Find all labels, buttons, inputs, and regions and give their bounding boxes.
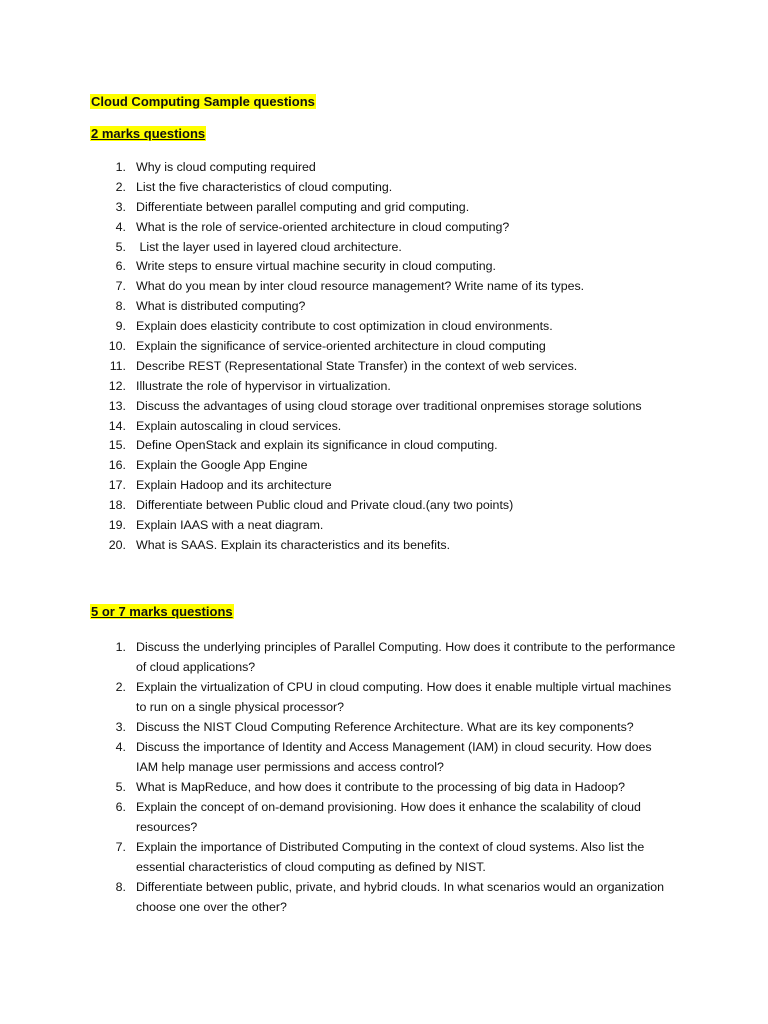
question-text: Explain the virtualization of CPU in cloud computing. How does it enable multiple virtual machines to run on a single physical processor?: [136, 680, 675, 714]
question-number: 3.: [115, 199, 126, 214]
question-item: [0, 677, 676, 717]
question-number: 5.: [115, 239, 126, 254]
question-item: [0, 777, 676, 797]
question-number: 16.: [108, 458, 126, 473]
question-text: What is distributed computing?: [136, 299, 306, 314]
question-number: 1.: [115, 160, 126, 174]
question-number: 7.: [115, 279, 126, 294]
question-item: [0, 318, 676, 338]
document-title-text: Cloud Computing Sample questions: [91, 94, 315, 109]
question-number: 10.: [108, 339, 126, 354]
question-number: 4.: [115, 740, 126, 754]
question-item: [0, 437, 676, 457]
question-text: What is SAAS. Explain its characteristics and its benefits.: [136, 537, 451, 552]
question-number: 1.: [115, 640, 126, 654]
question-text: Explain Hadoop and its architecture: [136, 478, 332, 493]
question-item: [0, 358, 676, 378]
question-text: What is MapReduce, and how does it contribute to the processing of big data in Hadoop?: [136, 780, 626, 794]
question-item: [0, 717, 676, 737]
question-text: Explain does elasticity contribute to cost optimization in cloud environments.: [136, 319, 553, 334]
question-item: [0, 258, 676, 278]
question-number: 9.: [115, 319, 126, 334]
question-text: Write steps to ensure virtual machine security in cloud computing.: [136, 259, 496, 274]
section-heading-text: 5 or 7 marks questions: [91, 604, 233, 619]
question-item: [0, 797, 676, 837]
question-text: Describe REST (Representational State Transfer) in the context of web services.: [136, 358, 578, 373]
question-item: [0, 877, 676, 917]
question-item: [0, 159, 676, 179]
question-item: [0, 418, 676, 438]
question-item: [0, 298, 676, 318]
question-item: [0, 239, 676, 259]
question-number: 18.: [108, 498, 126, 513]
question-text: Explain autoscaling in cloud services.: [136, 418, 342, 433]
question-text: What is the role of service-oriented architecture in cloud computing?: [136, 219, 510, 234]
question-text: Discuss the advantages of using cloud storage over traditional onpremises storage solutions: [136, 398, 642, 413]
question-number: 2.: [115, 680, 126, 694]
question-number: 6.: [115, 800, 126, 814]
question-text: Illustrate the role of hypervisor in virtualization.: [136, 378, 391, 393]
question-number: 6.: [115, 259, 126, 274]
question-text: Explain IAAS with a neat diagram.: [136, 518, 324, 533]
question-text: Discuss the NIST Cloud Computing Reference Architecture. What are its key components?: [136, 720, 634, 734]
question-text: Differentiate between parallel computing and grid computing.: [136, 199, 470, 214]
question-number: 5.: [115, 780, 126, 794]
question-number: 8.: [115, 880, 126, 894]
question-number: 19.: [108, 518, 126, 533]
question-number: 13.: [108, 398, 126, 413]
question-item: [0, 457, 676, 477]
question-number: 15.: [108, 438, 126, 453]
question-item: [0, 398, 676, 418]
question-item: [0, 338, 676, 358]
question-number: 8.: [115, 299, 126, 314]
question-text: What do you mean by inter cloud resource management? Write name of its types.: [136, 279, 585, 294]
question-item: [0, 517, 676, 537]
question-text: List the layer used in layered cloud architecture.: [136, 239, 402, 254]
section-heading-2-marks: [90, 125, 206, 142]
question-text: Define OpenStack and explain its significance in cloud computing.: [136, 438, 498, 453]
question-item: [0, 278, 676, 298]
question-item: [0, 537, 676, 557]
question-number: 7.: [115, 840, 126, 854]
question-text: Differentiate between public, private, and hybrid clouds. In what scenarios would an organization choose one over the other?: [136, 880, 668, 914]
question-item: [0, 219, 676, 239]
document-title: [90, 93, 316, 110]
question-number: 3.: [115, 720, 126, 734]
question-item: [0, 477, 676, 497]
question-item: [0, 378, 676, 398]
question-text: Explain the significance of service-oriented architecture in cloud computing: [136, 339, 546, 354]
question-item: [0, 497, 676, 517]
question-text: List the five characteristics of cloud computing.: [136, 179, 393, 194]
question-number: 11.: [109, 358, 126, 373]
question-number: 2.: [115, 179, 126, 194]
question-number: 12.: [108, 378, 126, 393]
question-text: Discuss the importance of Identity and Access Management (IAM) in cloud security. How does IAM help manage user permissions and access control?: [136, 740, 656, 774]
question-item: [0, 199, 676, 219]
two-marks-question-list: [0, 159, 676, 557]
question-text: Explain the concept of on-demand provisioning. How does it enhance the scalability of cloud resources?: [136, 800, 645, 834]
question-item: [0, 179, 676, 199]
question-number: 14.: [108, 418, 126, 433]
question-item: [0, 637, 679, 677]
question-text: Explain the importance of Distributed Computing in the context of cloud systems. Also list the essential characteristics of cloud computing as defined by NIST.: [136, 840, 648, 874]
question-text: Discuss the underlying principles of Parallel Computing. How does it contribute to the performance of cloud applications?: [136, 640, 679, 674]
question-item: [0, 737, 676, 777]
section-heading-5-or-7-marks: [90, 603, 234, 620]
question-item: [0, 837, 676, 877]
long-question-list: [0, 637, 679, 917]
question-number: 17.: [108, 478, 126, 493]
question-number: 20.: [108, 537, 126, 552]
question-number: 4.: [115, 219, 126, 234]
question-text: Why is cloud computing required: [136, 160, 316, 174]
section-heading-text: 2 marks questions: [91, 126, 206, 141]
question-text: Explain the Google App Engine: [136, 458, 308, 473]
question-text: Differentiate between Public cloud and Private cloud.(any two points): [136, 498, 514, 513]
